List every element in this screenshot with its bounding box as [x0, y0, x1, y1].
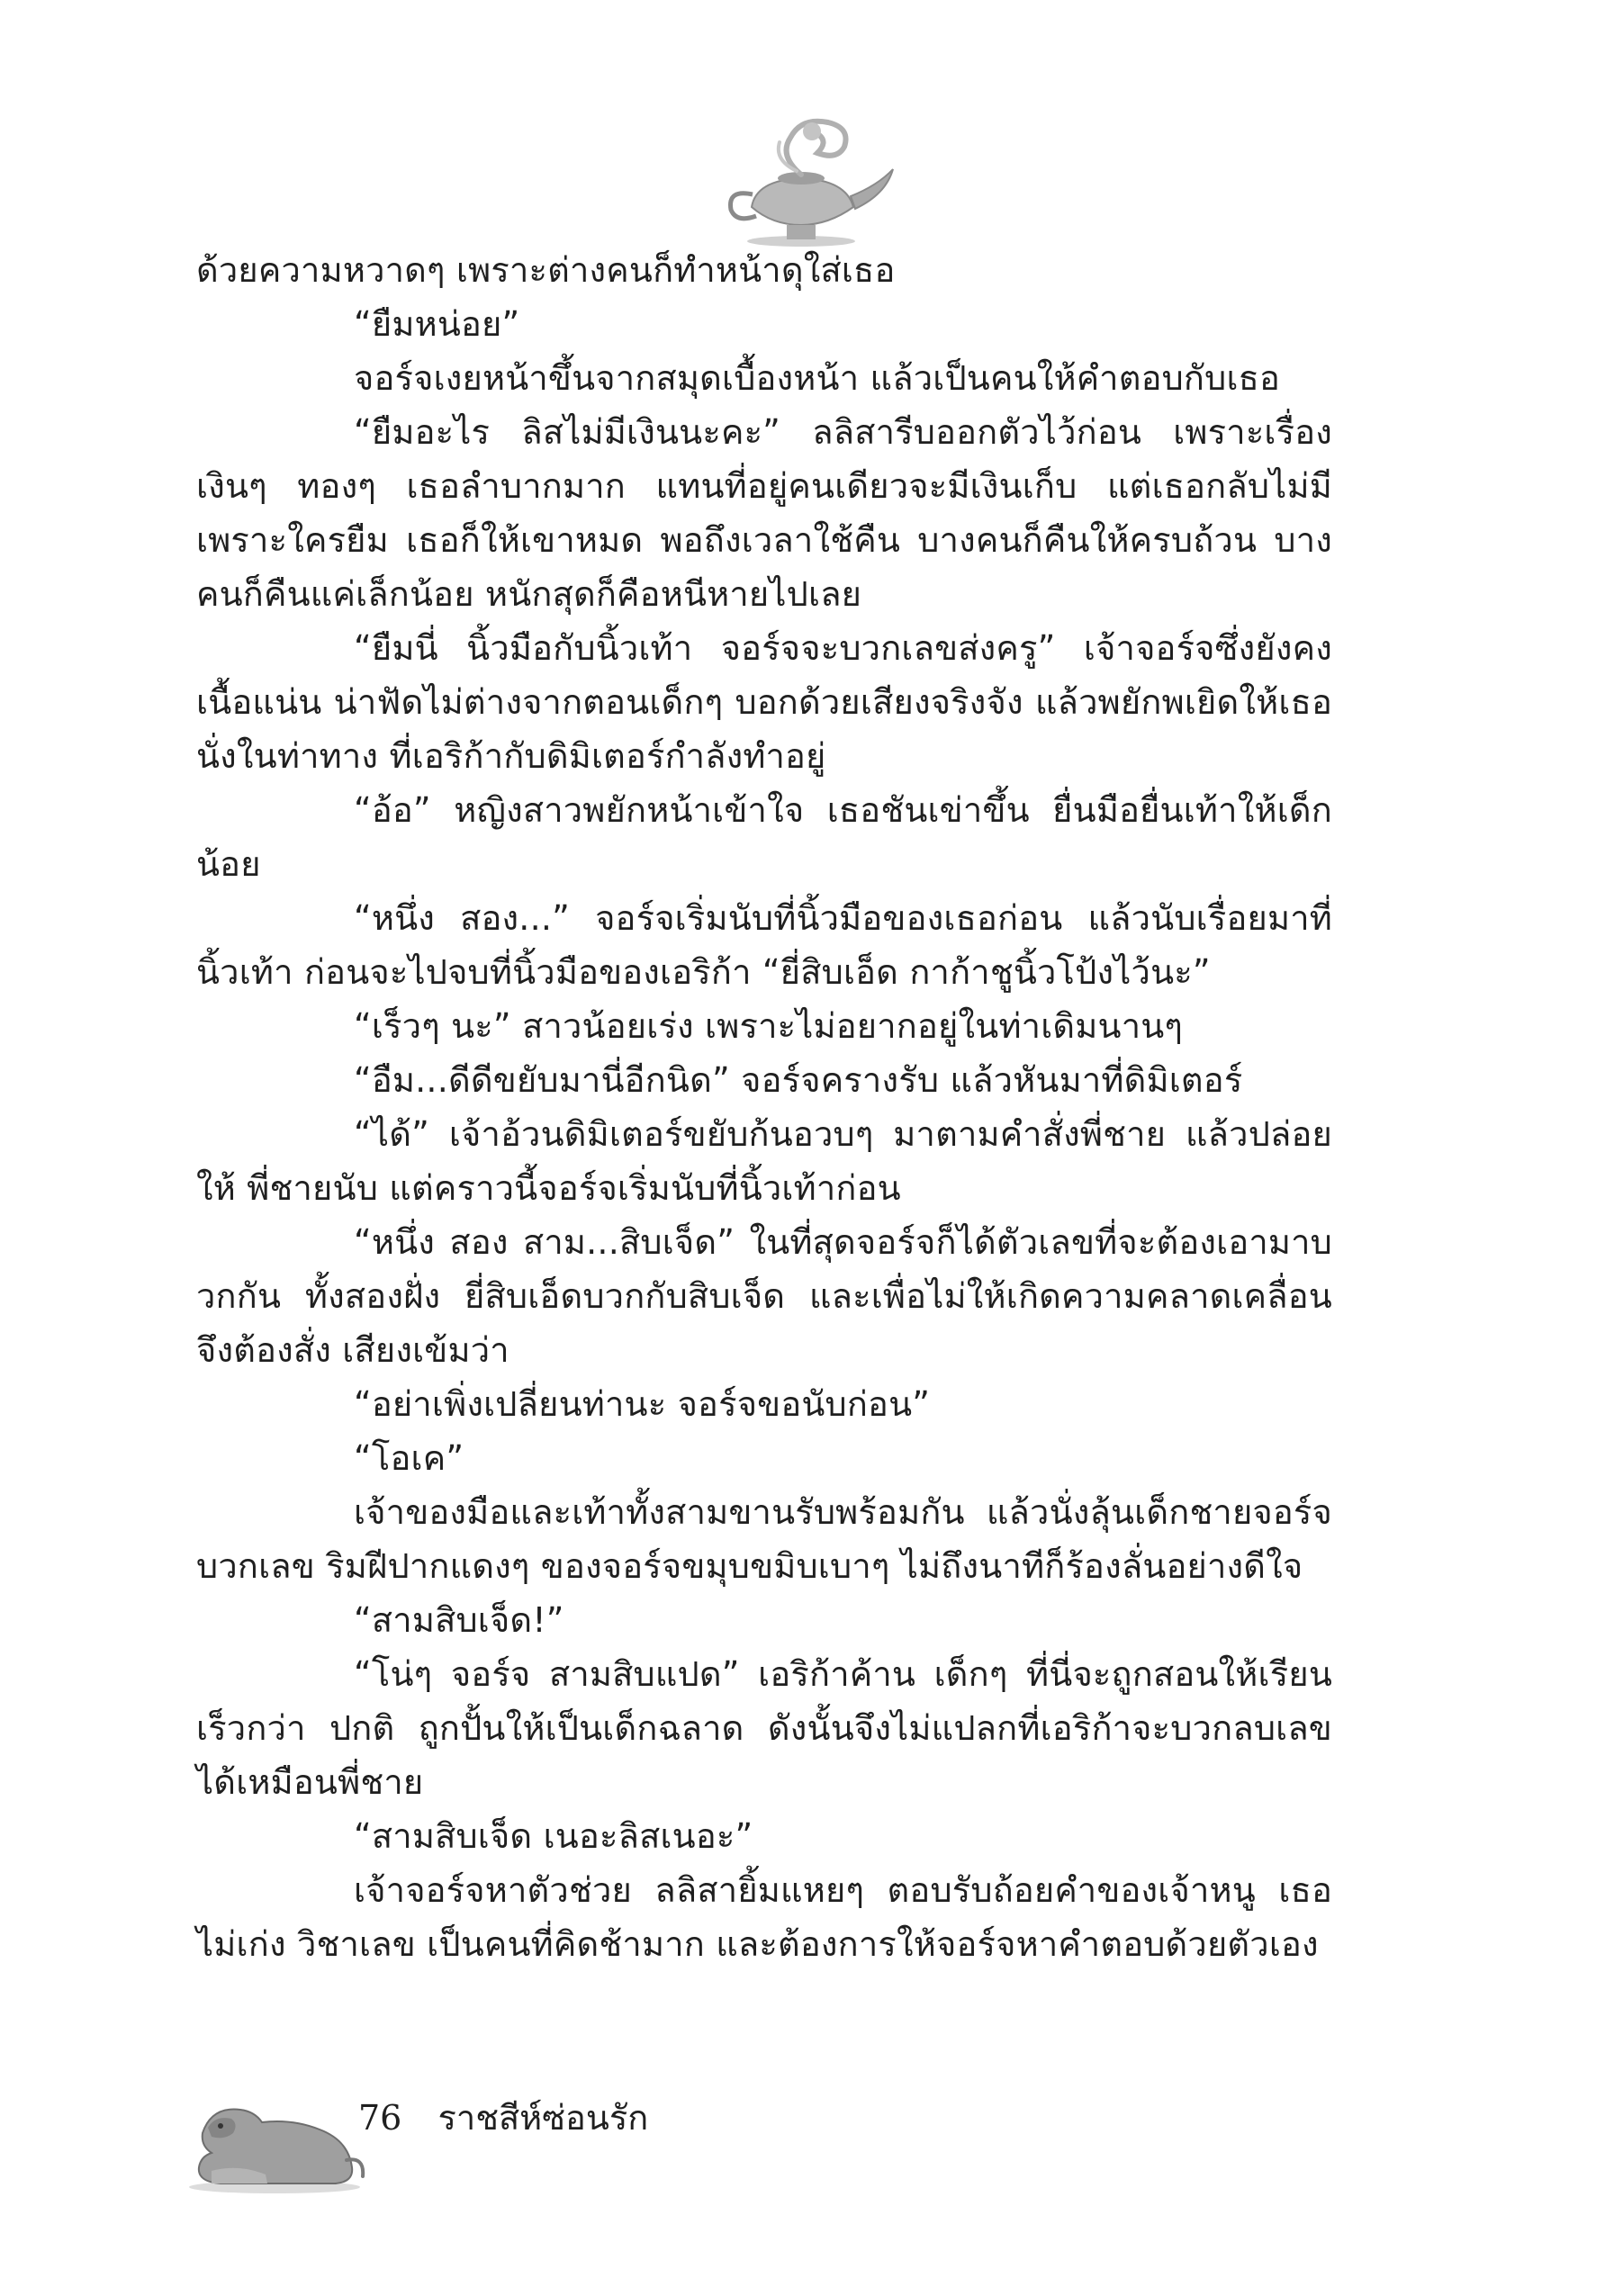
paragraph: “หนึ่ง สอง สาม...สิบเจ็ด” ในที่สุดจอร์จก็ได้ตัวเลขที่จะต้องเอามาบวกกัน ทั้งสองฝั่ง ยี่สิบเอ็ดบวกกับสิบเจ็ด และเพื่อไม่ให้เกิดความคลาดเคลื่อน จึงต้องสั่ง เสียงเข้มว่า	[196, 1222, 1332, 1370]
paragraph: ด้วยความหวาดๆ เพราะต่างคนก็ทำหน้าดุใส่เธอ	[196, 250, 896, 290]
paragraph: “อ้อ” หญิงสาวพยักหน้าเข้าใจ เธอชันเข่าขึ้น ยื่นมือยื่นเท้าให้เด็กน้อย	[196, 790, 1332, 884]
paragraph: “หนึ่ง สอง...” จอร์จเริ่มนับที่นิ้วมือของเธอก่อน แล้วนับเรื่อยมาที่นิ้วเท้า ก่อนจะไปจบที่นิ้วมือของเอริก้า “ยี่สิบเอ็ด กาก้าชูนิ้วโป้งไว้นะ”	[196, 898, 1332, 992]
body-text	[196, 243, 1332, 1971]
paragraph: “สามสิบเจ็ด เนอะลิสเนอะ”	[354, 1816, 753, 1856]
paragraph: “อย่าเพิ่งเปลี่ยนท่านะ จอร์จขอนับก่อน”	[354, 1384, 931, 1424]
lioness-icon	[185, 2070, 369, 2196]
paragraph: เจ้าของมือและเท้าทั้งสามขานรับพร้อมกัน แล้วนั่งลุ้นเด็กชายจอร์จ บวกเลข ริมฝีปากแดงๆ ของจอร์จขมุบขมิบเบาๆ ไม่ถึงนาทีก็ร้องลั่นอย่างดีใจ	[196, 1492, 1332, 1586]
book-title: ราชสีห์ซ่อนรัก	[437, 2098, 649, 2138]
paragraph: เจ้าจอร์จหาตัวช่วย ลลิสายิ้มแหยๆ ตอบรับถ้อยคำของเจ้าหนู เธอไม่เก่ง วิชาเลข เป็นคนที่คิดช้ามาก และต้องการให้จอร์จหาคำตอบด้วยตัวเอง	[196, 1870, 1332, 1964]
paragraph: “โน่ๆ จอร์จ สามสิบแปด” เอริก้าค้าน เด็กๆ ที่นี่จะถูกสอนให้เรียนเร็วกว่า ปกติ ถูกปั้นให้เป็นเด็กฉลาด ดังนั้นจึงไม่แปลกที่เอริก้าจะบวกลบเลขได้เหมือนพี่ชาย	[196, 1654, 1332, 1802]
genie-lamp-icon	[693, 106, 909, 250]
paragraph: “โอเค”	[354, 1438, 464, 1478]
paragraph: “เร็วๆ นะ” สาวน้อยเร่ง เพราะไม่อยากอยู่ในท่าเดิมนานๆ	[354, 1006, 1184, 1046]
paragraph: “สามสิบเจ็ด!”	[354, 1600, 564, 1640]
paragraph: “ยืมอะไร ลิสไม่มีเงินนะคะ” ลลิสารีบออกตัวไว้ก่อน เพราะเรื่องเงินๆ ทองๆ เธอลำบากมาก แทนที่อยู่คนเดียวจะมีเงินเก็บ แต่เธอกลับไม่มี เพราะใครยืม เธอก็ให้เขาหมด พอถึงเวลาใช้คืน บางคนก็คืนให้ครบถ้วน บางคนก็คืนแค่เล็กน้อย หนักสุดก็คือหนีหายไปเลย	[196, 412, 1332, 614]
page-footer	[358, 2095, 648, 2140]
page-number: 76	[358, 2098, 402, 2138]
paragraph: “ยืมหน่อย”	[354, 304, 520, 344]
paragraph: จอร์จเงยหน้าขึ้นจากสมุดเบื้องหน้า แล้วเป็นคนให้คำตอบกับเธอ	[354, 358, 1281, 398]
paragraph: “ยืมนี่ นิ้วมือกับนิ้วเท้า จอร์จจะบวกเลขส่งครู” เจ้าจอร์จซึ่งยังคงเนื้อแน่น น่าฟัดไม่ต่างจากตอนเด็กๆ บอกด้วยเสียงจริงจัง แล้วพยักพเยิดให้เธอนั่งในท่าทาง ที่เอริก้ากับดิมิเตอร์กำลังทำอยู่	[196, 628, 1332, 776]
paragraph: “อืม...ดีดีขยับมานี่อีกนิด” จอร์จครางรับ แล้วหันมาที่ดิมิเตอร์	[354, 1060, 1243, 1100]
paragraph: “ได้” เจ้าอ้วนดิมิเตอร์ขยับก้นอวบๆ มาตามคำสั่งพี่ชาย แล้วปล่อยให้ พี่ชายนับ แต่คราวนี้จอร์จเริ่มนับที่นิ้วเท้าก่อน	[196, 1114, 1332, 1208]
